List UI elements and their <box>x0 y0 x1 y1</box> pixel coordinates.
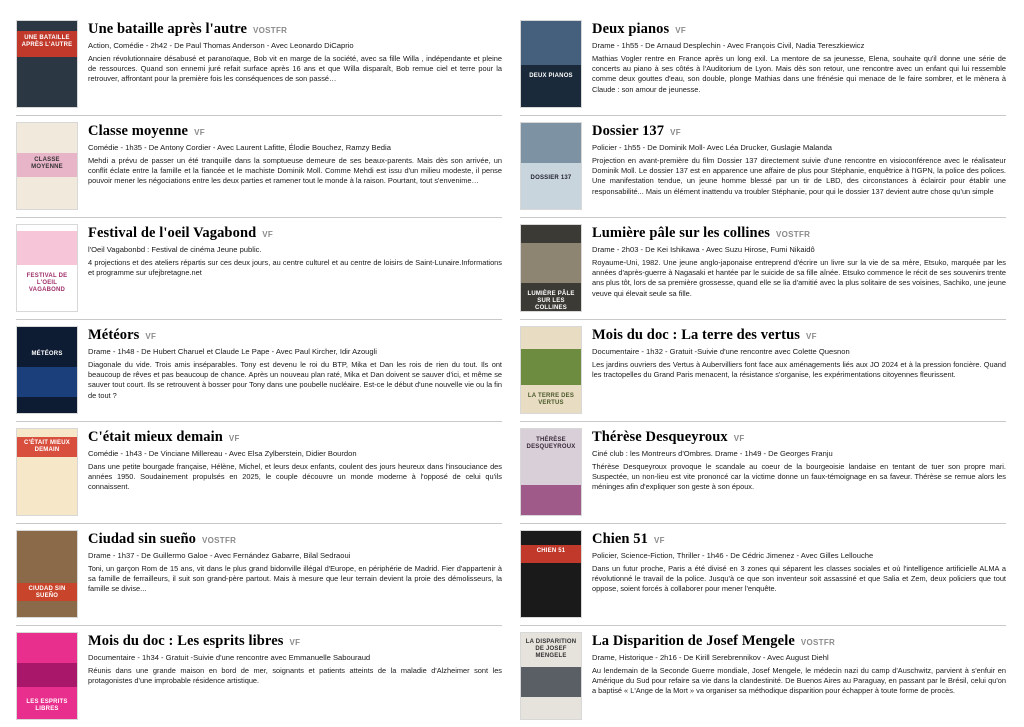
poster-title: LA TERRE DES VERTUS <box>527 393 575 406</box>
film-entry[interactable] <box>16 218 502 320</box>
film-info <box>592 428 1006 516</box>
film-title[interactable]: Mois du doc : La terre des vertus <box>592 327 801 343</box>
film-title-line <box>88 225 502 242</box>
film-synopsis: Dans une petite bourgade française, Hélène, Michel, et leurs deux enfants, coulent des jours heureux dans l'insouciance des années 1950. Soudainement propulsés en 2025, le couple découvre un monde moderne à l'opposé de celui qu'ils connaissent. <box>88 462 502 492</box>
film-info <box>592 530 1006 618</box>
poster-title: LES ESPRITS LIBRES <box>26 699 68 712</box>
film-title[interactable]: Météors <box>88 327 140 343</box>
film-version: VF <box>228 434 240 443</box>
film-info <box>88 224 502 312</box>
film-synopsis: Diagonale du vide. Trois amis inséparables. Tony est devenu le roi du BTP, Mika et Dan les rois de rien du tout. Ils ont beaucoup de rêves et pas beaucoup de chance. Après un nouveau plan raté, Mika et Dan doivent se sauver d'ici, et même se sauver tout court. Ils se retrouvent à bosser pour Tony dans une poubelle nucléaire. Est-ce le début d'une nouvelle vie ou la fin de tout ? <box>88 360 502 400</box>
film-info <box>88 428 502 516</box>
poster-title: C'ÉTAIT MIEUX DEMAIN <box>24 440 70 453</box>
film-version: VF <box>145 332 157 341</box>
film-meta: Comédie - 1h43 - De Vinciane Millereau - Avec Elsa Zylberstein, Didier Bourdon <box>88 449 357 458</box>
film-entry[interactable] <box>16 524 502 626</box>
film-info <box>88 20 502 108</box>
film-title-line <box>592 633 1006 650</box>
film-poster <box>16 326 78 414</box>
film-poster <box>520 632 582 720</box>
film-synopsis: Réunis dans une grande maison en bord de mer, soignants et patients atteints de la maladie d'Alzheimer sont les protagonistes d'une improbable résidence artistique. <box>88 666 502 686</box>
film-meta: Drame - 1h48 - De Hubert Charuel et Claude Le Pape - Avec Paul Kircher, Idir Azougli <box>88 347 377 356</box>
film-entry[interactable] <box>16 320 502 422</box>
film-poster <box>520 224 582 312</box>
film-version: VOSTFR <box>253 26 288 35</box>
film-meta: Drame - 2h03 - De Kei Ishikawa - Avec Suzu Hirose, Fumi Nikaidô <box>592 245 815 254</box>
film-title[interactable]: Festival de l'oeil Vagabond <box>88 225 257 241</box>
film-title[interactable]: La Disparition de Josef Mengele <box>592 633 795 649</box>
film-synopsis: Thérèse Desqueyroux provoque le scandale au coeur de la bourgeoisie landaise en tentant de tuer son propre mari. Suspectée, un non-lieu est vite prononcé car la victime donne un faux-témoignage en sa faveur. Thérèse se remue alors les méninges afin d'expliquer son geste à son époux. <box>592 462 1006 492</box>
film-poster <box>16 428 78 516</box>
film-version: VF <box>733 434 745 443</box>
poster-band <box>17 367 77 397</box>
film-title-line <box>592 21 1006 38</box>
film-title[interactable]: Mois du doc : Les esprits libres <box>88 633 284 649</box>
film-title-line <box>88 633 502 650</box>
film-version: VOSTFR <box>202 536 237 545</box>
film-title-line <box>592 429 1006 446</box>
film-meta: Documentaire - 1h32 - Gratuit -Suivie d'une rencontre avec Colette Quesnon <box>592 347 850 356</box>
film-synopsis: Royaume-Uni, 1982. Une jeune anglo-japonaise entreprend d'écrire un livre sur la vie de sa mère, Etsuko, marquée par les années d'après-guerre à Nagasaki et hantée par le suicide de sa fille aînée. Etsuko commence le récit de ses souvenirs trente ans plus tôt, lors de sa première grossesse, quand elle se lia d'amitié avec la plus solitaire de ses voisines, Sachiko, une jeune veuve qui élevait seule sa fille. <box>592 258 1006 298</box>
film-version: VF <box>670 128 681 137</box>
poster-band <box>521 485 581 516</box>
film-info <box>88 632 502 720</box>
film-version: VF <box>675 26 687 35</box>
poster-band <box>521 349 581 385</box>
film-title-line <box>592 531 1006 548</box>
film-info <box>88 530 502 618</box>
film-poster <box>16 530 78 618</box>
film-version: VF <box>654 536 665 545</box>
film-title-line <box>592 123 1006 140</box>
film-entry[interactable] <box>520 218 1006 320</box>
poster-title: CIUDAD SIN SUEÑO <box>28 586 66 599</box>
poster-title: MÉTÉORS <box>31 351 63 357</box>
film-meta: Ciné club : les Montreurs d'Ombres. Drame - 1h49 - De Georges Franju <box>592 449 833 458</box>
film-meta: Policier, Science-Fiction, Thriller - 1h46 - De Cédric Jimenez - Avec Gilles Lellouche <box>592 551 874 560</box>
film-synopsis: Mehdi a prévu de passer un été tranquille dans la somptueuse demeure de ses beaux-parents. Mais dès son arrivée, un conflit éclate entre la famille et la fiancée et le machiste Dominik Moll. Comme Mehdi est issu d'un milieu modeste, il pense pouvoir mener les négociations entre les deux parties et ramener tout le monde à la raison. Pourtant, tout s'envenime… <box>88 156 502 186</box>
poster-title: UNE BATAILLE APRÈS L'AUTRE <box>21 35 73 48</box>
film-meta: Documentaire - 1h34 - Gratuit -Suivie d'une rencontre avec Emmanuelle Sabouraud <box>88 653 371 662</box>
film-info <box>592 224 1006 312</box>
film-entry[interactable] <box>520 524 1006 626</box>
film-version: VF <box>262 230 274 239</box>
film-poster <box>16 20 78 108</box>
film-meta: Action, Comédie - 2h42 - De Paul Thomas Anderson - Avec Leonardo DiCaprio <box>88 41 354 50</box>
film-info <box>592 122 1006 210</box>
film-title[interactable]: Une bataille après l'autre <box>88 21 247 37</box>
poster-title: CHIEN 51 <box>536 548 566 554</box>
film-info <box>592 326 1006 414</box>
film-version: VF <box>289 638 301 647</box>
film-version: VOSTFR <box>800 638 836 647</box>
film-title[interactable]: Chien 51 <box>592 531 648 547</box>
film-poster <box>520 428 582 516</box>
film-entry[interactable] <box>520 626 1006 727</box>
film-title-line <box>592 327 1006 344</box>
film-title[interactable]: C'était mieux demain <box>88 429 223 445</box>
film-synopsis: Projection en avant-première du film Dossier 137 directement suivie d'une rencontre en visioconférence avec le réalisateur Dominik Moll. Le dossier 137 est en apparence une affaire de plus pour Stéphanie, enquêtrice à l'IGPN, la police des polices. Une manifestation tendue, un jeune homme blessé par un tir de LBD, des circonstances à éclaircir pour établir une responsabilité... Mais un élément inattendu va troubler Stéphanie, pour qui le dossier 137 devient autre chose qu'un simple <box>592 156 1006 196</box>
film-synopsis: Au lendemain de la Seconde Guerre mondiale, Josef Mengele, le médecin nazi du camp d'Auschwitz, parvient à s'enfuir en Amérique du Sud pour refaire sa vie dans la clandestinité. De Buenos Aires au Paraguay, en passant par le Brésil, celui qu'on a baptisé « L'Ange de la Mort » va organiser sa méthodique disparition pour échapper à toute forme de procès. <box>592 666 1006 696</box>
poster-title: LA DISPARITION DE JOSEF MENGELE <box>525 639 577 659</box>
film-entry[interactable] <box>16 116 502 218</box>
poster-title: DEUX PIANOS <box>529 73 573 79</box>
film-entry[interactable] <box>520 14 1006 116</box>
film-info <box>592 20 1006 108</box>
poster-band <box>521 667 581 697</box>
poster-band <box>521 243 581 283</box>
film-meta: l'Oeil Vagabonbd : Festival de cinéma Jeune public. <box>88 245 262 254</box>
film-synopsis: Dans un futur proche, Paris a été divisé en 3 zones qui séparent les classes sociales et où l'intelligence artificielle ALMA a révolutionné le travail de la police. Jusqu'à ce que son inventeur soit assassiné et que Salia et Zem, deux policiers que tout oppose, soient forcés à collaborer pour mener l'enquête. <box>592 564 1006 594</box>
film-entry[interactable] <box>16 422 502 524</box>
film-meta: Drame - 1h37 - De Guillermo Galoe - Avec Fernández Gabarre, Bilal Sedraoui <box>88 551 351 560</box>
poster-title: THÉRÈSE DESQUEYROUX <box>526 437 576 450</box>
film-title-line <box>88 123 502 140</box>
film-synopsis: 4 projections et des ateliers répartis sur ces deux jours, au centre culturel et au centre de loisirs de Saint-Lunaire.Informations et programme sur ufejbretagne.net <box>88 258 502 278</box>
poster-band <box>521 21 581 65</box>
film-title[interactable]: Deux pianos <box>592 21 670 37</box>
column-left <box>16 14 502 712</box>
poster-band <box>17 663 77 687</box>
film-poster <box>520 20 582 108</box>
film-entry[interactable] <box>16 14 502 116</box>
film-title[interactable]: Lumière pâle sur les collines <box>592 225 770 241</box>
poster-band <box>17 231 77 265</box>
film-entry[interactable] <box>520 320 1006 422</box>
poster-title: FESTIVAL DE L'OEIL VAGABOND <box>26 273 68 293</box>
film-synopsis: Mathias Vogler rentre en France après un long exil. La mentore de sa jeunesse, Elena, souhaite qu'il donne une série de concerts au piano à ses côtés à l'Auditorium de Lyon. Mais dès son retour, une rencontre avec un enfant qui lui ressemble comme deux gouttes d'eau, son double, plonge Mathias dans une frénésie qui menace de le faire sombrer, et le mènera à Claude : son amour de jeunesse. <box>592 54 1006 94</box>
film-title-line <box>592 225 1006 242</box>
poster-title: CLASSE MOYENNE <box>31 157 63 170</box>
film-poster <box>520 530 582 618</box>
film-title[interactable]: Thérèse Desqueyroux <box>592 429 728 445</box>
film-meta: Drame - 1h55 - De Arnaud Desplechin - Avec François Civil, Nadia Tereszkiewicz <box>592 41 865 50</box>
film-info <box>88 122 502 210</box>
film-version: VF <box>194 128 205 137</box>
film-meta: Comédie - 1h35 - De Antony Cordier - Avec Laurent Lafitte, Élodie Bouchez, Ramzy Bedia <box>88 143 391 152</box>
film-entry[interactable] <box>16 626 502 727</box>
film-poster <box>520 326 582 414</box>
film-synopsis: Les jardins ouvriers des Vertus à Aubervilliers font face aux aménagements liés aux JO 2024 et à la pression foncière. Quand les tractopelles du Grand Paris menacent, la résistance s'organise, les expérimentations citoyennes fleurissent. <box>592 360 1006 380</box>
film-info <box>592 632 1006 720</box>
film-poster <box>16 224 78 312</box>
film-title[interactable]: Ciudad sin sueño <box>88 531 196 547</box>
film-title-line <box>88 21 502 38</box>
film-version: VF <box>806 332 817 341</box>
film-poster <box>16 122 78 210</box>
film-entry[interactable] <box>520 116 1006 218</box>
film-synopsis: Toni, un garçon Rom de 15 ans, vit dans le plus grand bidonville illégal d'Europe, en périphérie de Madrid. Fier d'appartenir à sa famille de ferrailleurs, il suit son grand-père partout. Mais à mesure que leur terrain devient la proie des démolisseurs, la famille se divise... <box>88 564 502 594</box>
film-meta: Drame, Historique - 2h16 - De Kirill Serebrennikov - Avec August Diehl <box>592 653 829 662</box>
film-title-line <box>88 531 502 548</box>
poster-title: LUMIÈRE PÂLE SUR LES COLLINES <box>527 291 575 311</box>
film-meta: Policier - 1h55 - De Dominik Moll- Avec Léa Drucker, Guslagie Malanda <box>592 143 833 152</box>
film-version: VOSTFR <box>775 230 811 239</box>
film-title[interactable]: Dossier 137 <box>592 123 665 139</box>
poster-title: DOSSIER 137 <box>530 175 572 181</box>
film-title[interactable]: Classe moyenne <box>88 123 189 139</box>
film-entry[interactable] <box>520 422 1006 524</box>
film-title-line <box>88 327 502 344</box>
film-synopsis: Ancien révolutionnaire désabusé et paranoïaque, Bob vit en marge de la société, avec sa fille Willa , indépendante et pleine de ressources. Quand son ennemi juré refait surface après 16 ans et que Willa disparaît, Bob remue ciel et terre pour la retrouver, affrontant pour la première fois les conséquences de son passé… <box>88 54 502 84</box>
column-right <box>520 14 1006 699</box>
film-poster <box>16 632 78 720</box>
poster-band <box>521 123 581 163</box>
film-poster <box>520 122 582 210</box>
film-info <box>88 326 502 414</box>
film-title-line <box>88 429 502 446</box>
